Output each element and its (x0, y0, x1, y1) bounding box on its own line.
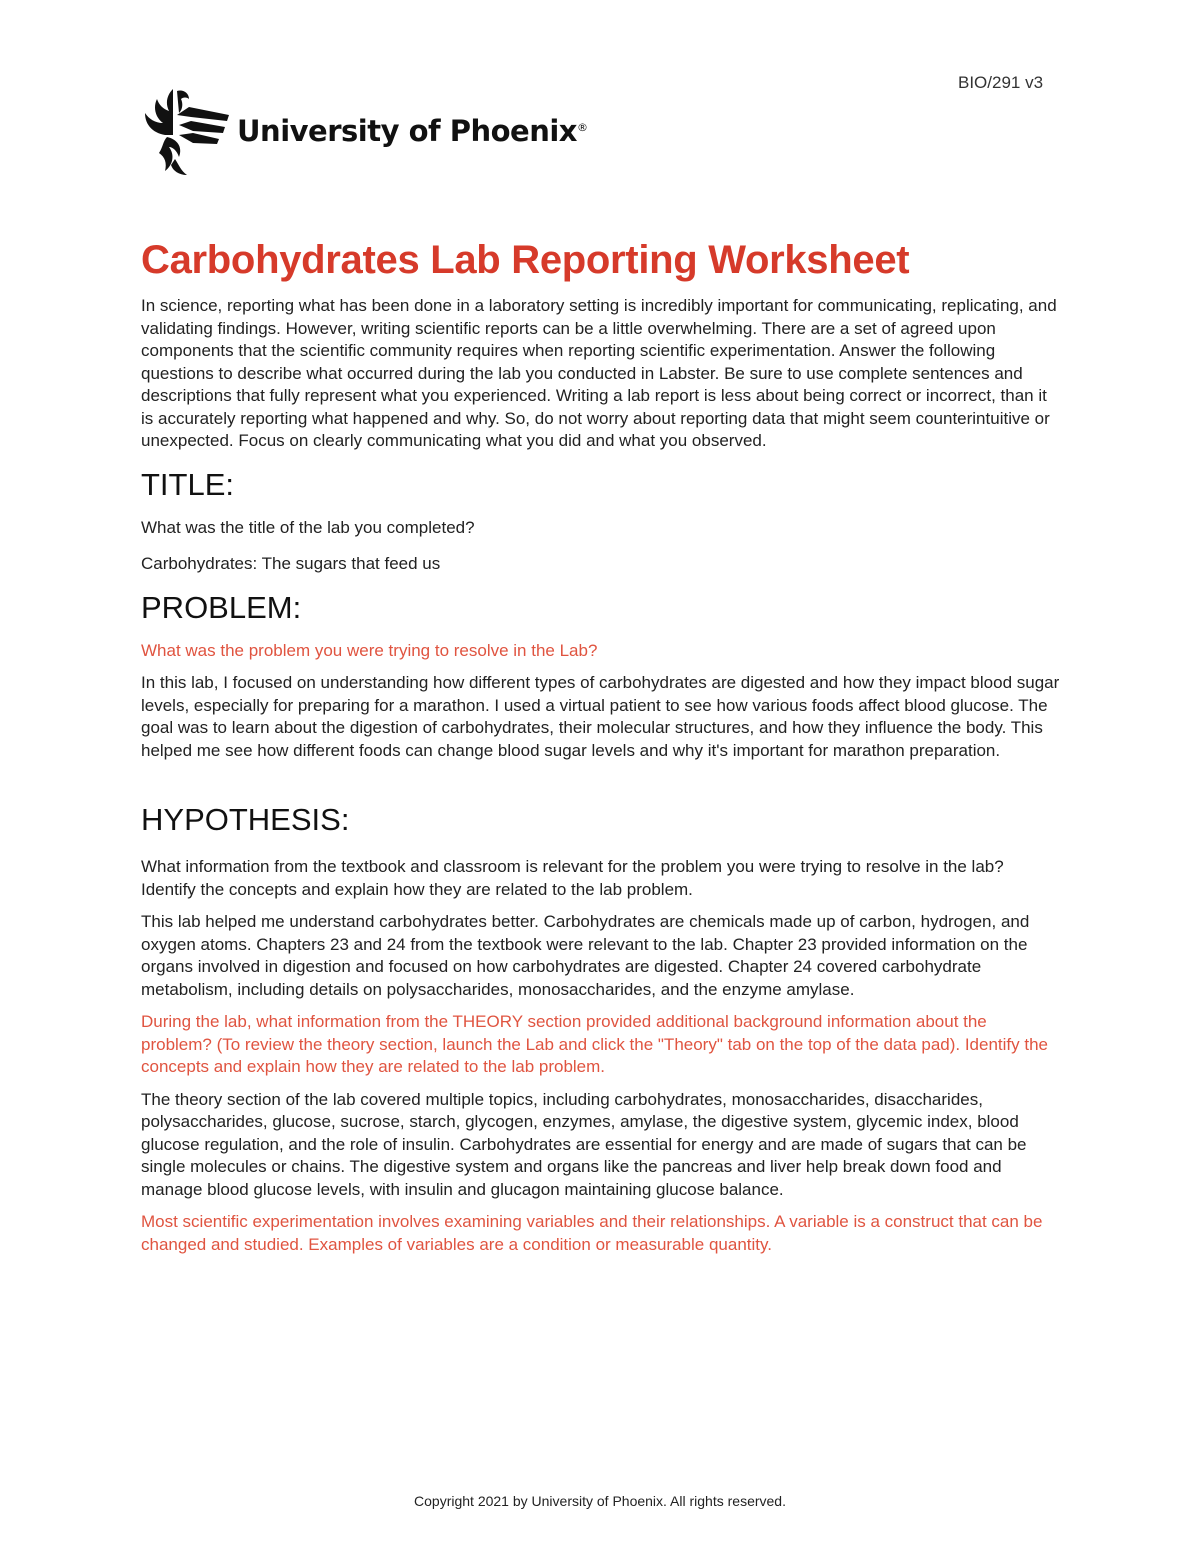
title-question: What was the title of the lab you completed? (141, 517, 475, 537)
problem-question: What was the problem you were trying to resolve in the Lab? (141, 640, 598, 660)
intro-paragraph: In science, reporting what has been done in a laboratory setting is incredibly important for communicating, replicating, and validating findings. However, writing scientific reports can be a little overwhelming. There are a set of agreed upon components that the scientific community requires when reporting scientific experimentation. Answer the following questions to describe what occurred during the lab you conducted in Labster. Be sure to use complete sentences and descriptions that fully represent what you experienced. Writing a lab report is less about being correct or incorrect, than it is accurately reporting what happened and why. So, do not worry about reporting data that might seem counterintuitive or unexpected. Focus on clearly communicating what you did and what you observed. (141, 296, 1057, 450)
hypothesis-answer-textbook: This lab helped me understand carbohydrates better. Carbohydrates are chemicals made up of carbon, hydrogen, and oxygen atoms. Chapters 23 and 24 from the textbook were relevant to the lab. Chapter 23 provided information on the organs involved in digestion and focused on how carbohydrates are digested. Chapter 24 covered carbohydrate metabolism, including details on polysaccharides, monosaccharides, and the enzyme amylase. (141, 912, 1030, 999)
hypothesis-answer-theory: The theory section of the lab covered multiple topics, including carbohydrates, monosaccharides, disaccharides, polysaccharides, glucose, sucrose, starch, glycogen, enzymes, amylase, the digestive system, glycemic index, blood glucose regulation, and the role of insulin. Carbohydrates are essential for energy and are made of sugars that can be single molecules or chains. The digestive system and organs like the pancreas and liver help break down food and manage blood glucose levels, with insulin and glucagon maintaining glucose balance. (141, 1089, 1027, 1199)
section-heading-hypothesis: HYPOTHESIS: (141, 802, 350, 837)
problem-answer: In this lab, I focused on understanding how different types of carbohydrates are digested and how they impact blood sugar levels, especially for preparing for a marathon. I used a virtual patient to see how various foods affect blood glucose. The goal was to learn about the digestion of carbohydrates, their molecular structures, and how they influence the body. This helped me see how different foods can change blood sugar levels and why it's important for marathon preparation. (141, 673, 1060, 760)
hypothesis-question-variables: Most scientific experimentation involves examining variables and their relationships. A variable is a construct that can be changed and studied. Examples of variables are a condition or measurable quantity. (141, 1212, 1043, 1254)
logo-text: University of Phoenix® (237, 114, 588, 148)
title-answer: Carbohydrates: The sugars that feed us (141, 554, 441, 573)
phoenix-icon (143, 85, 231, 177)
hypothesis-question-textbook: What information from the textbook and classroom is relevant for the problem you were trying to resolve in the lab? Identify the concepts and explain how they are related to the lab problem. (141, 857, 1004, 899)
worksheet-content (141, 238, 1061, 1266)
university-logo (143, 85, 588, 177)
course-code: BIO/291 v3 (958, 73, 1044, 92)
page-title: Carbohydrates Lab Reporting Worksheet (141, 238, 910, 282)
copyright-footer: Copyright 2021 by University of Phoenix. All rights reserved. (414, 1493, 786, 1509)
hypothesis-question-theory: During the lab, what information from the THEORY section provided additional background information about the problem? (To review the theory section, launch the Lab and click the "Theory" tab on the top of the data pad). Identify the concepts and explain how they are related to the lab problem. (141, 1012, 1049, 1076)
section-heading-title: TITLE: (141, 466, 235, 502)
section-heading-problem: PROBLEM: (141, 589, 302, 625)
